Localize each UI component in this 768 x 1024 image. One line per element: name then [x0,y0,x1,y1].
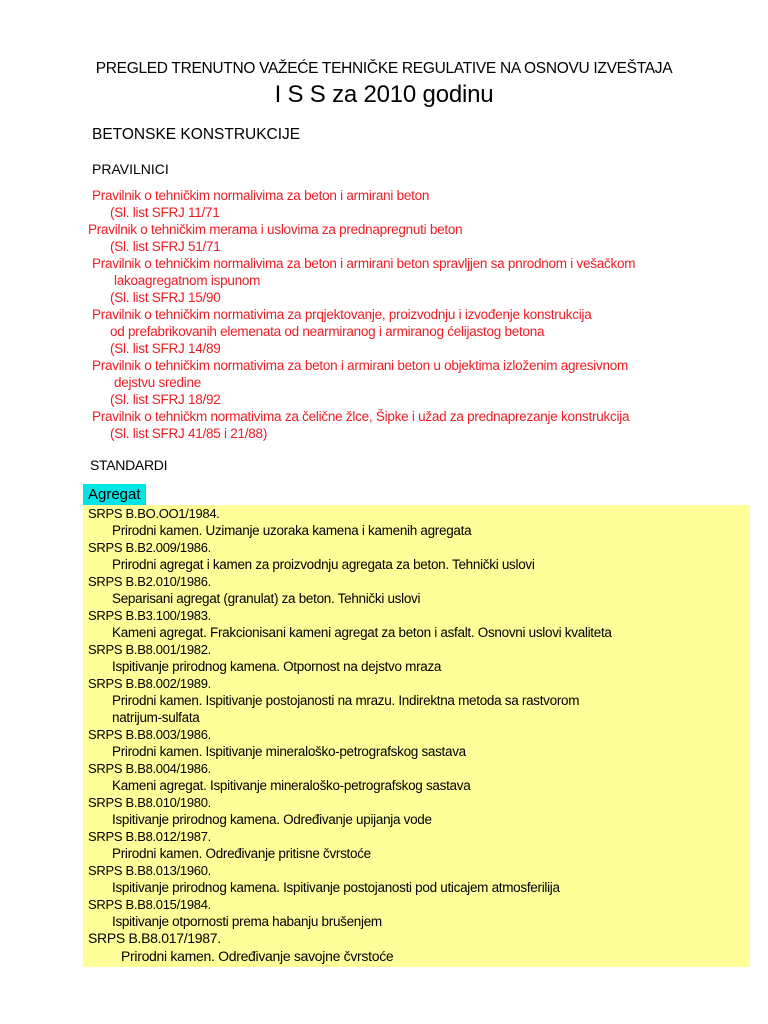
regulation-line-continuation: lakoagregatnom ispunom [114,273,261,288]
regulation-reference: (Sl. list SFRJ 14/89 [110,341,221,356]
regulation-reference: (Sl. list SFRJ 41/85 i 21/88) [110,426,268,441]
standard-code: SRPS B.B8.001/1982. [88,642,211,657]
standard-code: SRPS B.B8.013/1960. [88,863,211,878]
standard-title: Kameni agregat. Frakcionisani kameni agregat za beton i asfalt. Osnovni uslovi kvaliteta [112,625,612,640]
standard-code: SRPS B.BO.OO1/1984. [88,506,220,521]
standard-code: SRPS B.B8.003/1986. [88,727,211,742]
standard-code: SRPS B.B2.010/1986. [88,574,211,589]
standard-title: Prirodni agregat i kamen za proizvodnju agregata za beton. Tehnički uslovi [112,557,535,572]
document-title: PREGLED TRENUTNO VAŽEĆE TEHNIČKE REGULATIVE NA OSNOVU IZVEŠTAJA [95,60,673,77]
regulation-line: Pravilnik o tehničkim normativima za beton i armirani beton u objektima izloženim agresivnom [92,358,628,373]
agregat-label: Agregat [83,484,146,505]
standard-code: SRPS B.B8.017/1987. [88,930,221,946]
section-heading: BETONSKE KONSTRUKCIJE [92,126,301,143]
standard-code: SRPS B.B8.012/1987. [88,829,211,844]
standard-code: SRPS B.B8.010/1980. [88,795,211,810]
regulation-line-continuation: od prefabrikovanih elemenata od nearmiranog i armiranog ćelijastog betona [110,324,545,339]
standard-title: Prirodni kamen. Određivanje pritisne čvrstoće [112,846,371,861]
regulation-line: Pravilnik o tehničkim merama i uslovima za prednapregnuti beton [88,222,463,237]
standards-list [83,505,750,967]
standard-code: SRPS B.B2.009/1986. [88,540,211,555]
standard-code: SRPS B.B3.100/1983. [88,608,211,623]
standard-code: SRPS B.B8.004/1986. [88,761,211,776]
regulation-line: Pravilnik o tehničkim normalivima za beton i armirani beton spravljjen sa pnrodnom i vešačkom [92,256,636,271]
regulation-reference: (Sl. list SFRJ 15/90 [110,290,221,305]
standard-code: SRPS B.B8.002/1989. [88,676,211,691]
standard-title: Prirodni kamen. Uzimanje uzoraka kamena i kamenih agregata [112,523,472,538]
standardi-heading: STANDARDI [90,457,168,473]
standard-title: Ispitivanje otpornosti prema habanju brušenjem [112,914,382,929]
pravilnici-heading: PRAVILNICI [92,161,169,177]
standard-title: Ispitivanje prirodnog kamena. Otpornost na dejstvo mraza [112,659,442,674]
regulation-line-continuation: dejstvu sredine [114,375,202,390]
regulation-reference: (Sl. list SFRJ 51/71 [110,239,221,254]
standard-title: Prirodni kamen. Ispitivanje mineraloško-petrografskog sastava [112,744,466,759]
standard-title: Prirodni kamen. Ispitivanje postojanosti na mrazu. Indirektna metoda sa rastvorom [112,693,580,708]
regulation-reference: (Sl. list SFRJ 18/92 [110,392,221,407]
standard-code: SRPS B.B8.015/1984. [88,897,211,912]
standard-title: Prirodni kamen. Određivanje savojne čvrstoće [121,948,394,964]
standard-title-continuation: natrijum-sulfata [112,710,200,725]
regulation-line: Pravilnik o tehničkim normativima za prqjektovanje, proizvodnju i izvođenje konstrukcija [92,307,592,322]
standard-title: Ispitivanje prirodnog kamena. Određivanje upijanja vode [112,812,432,827]
regulation-line: Pravilnik o tehničkm normativima za čelične žlce, Šipke i užad za prednaprezanje konstrukcija [92,409,630,424]
regulation-reference: (Sl. list SFRJ 11/71 [110,205,220,220]
regulation-line: Pravilnik o tehničkim normalivima za beton i armirani beton [92,188,430,203]
standard-title: Kameni agregat. Ispitivanje mineraloško-petrografskog sastava [112,778,471,793]
document-subtitle: I S S za 2010 godinu [274,81,494,108]
standard-title: Separisani agregat (granulat) za beton. Tehnički uslovi [112,591,421,606]
standard-title: Ispitivanje prirodnog kamena. Ispitivanje postojanosti pod uticajem atmosferilija [112,880,560,895]
